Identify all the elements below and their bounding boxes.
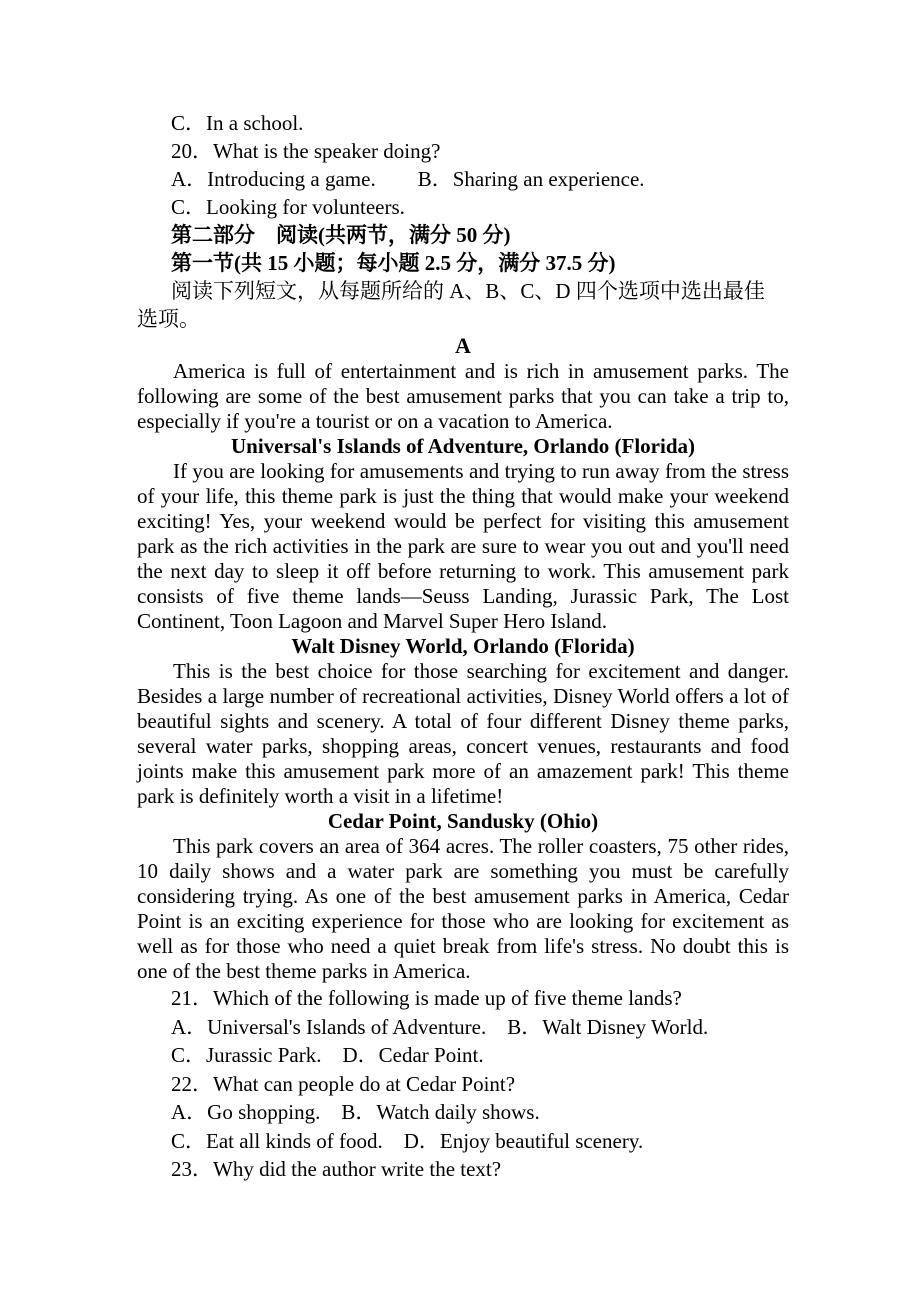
passage-a-intro-paragraph: America is full of entertainment and is rich in amusement parks. The following are some of the best amusement parks that you can take a trip to, especially if you're a tourist or on a vacation to America. [137,359,789,433]
passage-paragraph-cedar-point: This park covers an area of 364 acres. The roller coasters, 75 other rides, 10 daily shows and a water park are something you must be carefully considering trying. As one of the best amusement parks in America, Cedar Point is an exciting experience for those who are looking for excitement as well as for those who need a quiet break from life's stress. No doubt this is one of the best theme parks in America. [137,834,789,983]
reading-instructions-line1: 阅读下列短文，从每题所给的 A、B、C、D 四个选项中选出最佳 [171,279,765,303]
reading-instructions-line2: 选项。 [137,307,200,331]
passage-heading-disney: Walt Disney World, Orlando (Florida) [291,634,635,658]
question-block-21 [137,984,789,1070]
part2-heading: 第二部分 阅读(共两节，满分 50 分) [171,223,511,247]
part2-section1-heading: 第一节(共 15 小题；每小题 2.5 分，满分 37.5 分) [171,251,616,275]
question-23: 23．Why did the author write the text? [171,1157,502,1181]
question-22-options-cd: C．Eat all kinds of food. D．Enjoy beautiful scenery. [171,1128,644,1153]
passage-heading-universal: Universal's Islands of Adventure, Orlando (Florida) [231,434,695,458]
question-22: 22．What can people do at Cedar Point? [171,1071,516,1096]
question-block-23 [137,1155,789,1184]
passage-heading-cedar-point: Cedar Point, Sandusky (Ohio) [327,809,599,833]
listening-option-line-c: C．In a school. [171,111,304,135]
exam-content [137,109,789,1184]
question-block-22 [137,1070,789,1156]
question-21-options-cd: C．Jurassic Park. D．Cedar Point. [171,1043,484,1067]
question-21-options-ab: A．Universal's Islands of Adventure. B．Walt Disney World. [171,1014,709,1039]
question-22-options-ab: A．Go shopping. B．Watch daily shows. [171,1100,540,1124]
passage-paragraph-disney: This is the best choice for those searching for excitement and danger. Besides a large number of recreational activities, Disney World offers a lot of beautiful sights and scenery. A total of four different Disney theme parks, several water parks, shopping areas, concert venues, restaurants and food joints make this amusement park more of an amazement park! This theme park is definitely worth a visit in a lifetime! [137,659,789,808]
listening-question-20: 20．What is the speaker doing? [171,139,441,163]
listening-question-20-option-c: C．Looking for volunteers. [171,195,405,219]
listening-question-20-options-ab: A．Introducing a game. B．Sharing an experience. [171,167,645,191]
passage-a-label: A [455,333,471,358]
passage-paragraph-universal: If you are looking for amusements and trying to run away from the stress of your life, this theme park is just the thing that would make your weekend exciting! Yes, your weekend would be perfect for visiting this amusement park as the rich activities in the park are sure to wear you out and you'll need the next day to sleep it off before returning to work. This amusement park consists of five theme lands—Seuss Landing, Jurassic Park, The Lost Continent, Toon Lagoon and Marvel Super Hero Island. [137,459,789,633]
question-21: 21．Which of the following is made up of five theme lands? [171,986,682,1010]
